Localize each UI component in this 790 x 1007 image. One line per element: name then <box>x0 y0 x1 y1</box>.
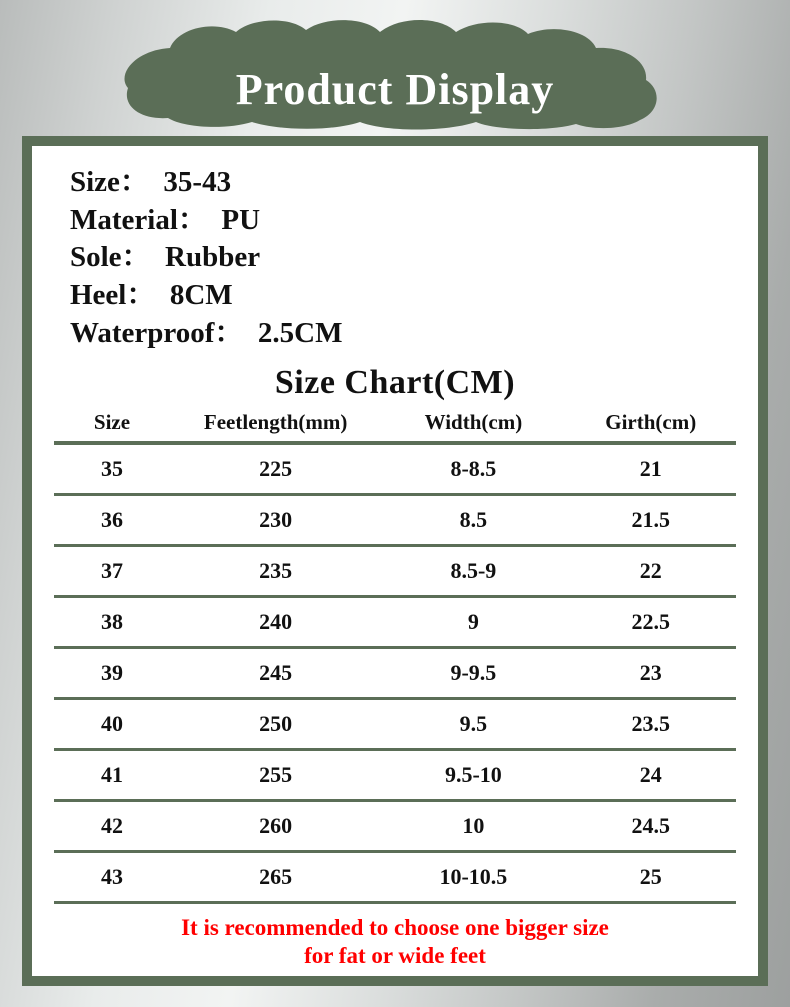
recommendation-note-line1: It is recommended to choose one bigger size <box>181 915 609 941</box>
cell-width: 10 <box>381 801 565 852</box>
spec-row-heel: Heel： 8CM <box>70 279 233 312</box>
cell-width: 8.5 <box>381 495 565 546</box>
cell-feetlength: 235 <box>170 546 381 597</box>
cell-width: 9-9.5 <box>381 648 565 699</box>
column-header-width: Width(cm) <box>424 410 523 435</box>
cell-feetlength: 225 <box>170 443 381 495</box>
table-row <box>54 597 736 648</box>
cell-girth: 21.5 <box>565 495 736 546</box>
spec-row-waterproof: Waterproof： 2.5CM <box>70 316 343 349</box>
cell-width: 9 <box>381 597 565 648</box>
cell-size: 39 <box>54 648 170 699</box>
cell-girth: 24 <box>565 750 736 801</box>
cell-size: 42 <box>54 801 170 852</box>
cell-feetlength: 245 <box>170 648 381 699</box>
column-header-girth: Girth(cm) <box>605 410 697 435</box>
cell-feetlength: 260 <box>170 801 381 852</box>
table-row <box>54 852 736 903</box>
cell-size: 41 <box>54 750 170 801</box>
table-row <box>54 648 736 699</box>
cell-girth: 22 <box>565 546 736 597</box>
cell-width: 9.5 <box>381 699 565 750</box>
cell-feetlength: 240 <box>170 597 381 648</box>
recommendation-note <box>32 914 758 970</box>
recommendation-note-line2: for fat or wide feet <box>304 943 486 969</box>
cell-size: 40 <box>54 699 170 750</box>
column-header-feetlength: Feetlength(mm) <box>203 410 348 435</box>
cell-girth: 23 <box>565 648 736 699</box>
spec-row-sole: Sole： Rubber <box>70 241 261 274</box>
spec-row-material: Material： PU <box>70 203 261 236</box>
cell-size: 43 <box>54 852 170 903</box>
table-row <box>54 750 736 801</box>
spec-row-size: Size： 35-43 <box>70 166 232 198</box>
cell-girth: 22.5 <box>565 597 736 648</box>
cell-size: 37 <box>54 546 170 597</box>
table-header-row <box>54 408 736 443</box>
cell-feetlength: 230 <box>170 495 381 546</box>
cell-size: 35 <box>54 443 170 495</box>
cell-width: 8.5-9 <box>381 546 565 597</box>
cell-girth: 24.5 <box>565 801 736 852</box>
info-card <box>22 136 768 986</box>
cell-feetlength: 255 <box>170 750 381 801</box>
cell-girth: 21 <box>565 443 736 495</box>
size-chart-title: Size Chart(CM) <box>274 364 516 402</box>
cell-width: 9.5-10 <box>381 750 565 801</box>
size-chart-table <box>54 408 736 904</box>
cell-girth: 23.5 <box>565 699 736 750</box>
column-header-size: Size <box>93 410 131 435</box>
cell-width: 10-10.5 <box>381 852 565 903</box>
banner <box>0 20 790 130</box>
table-row <box>54 443 736 495</box>
table-row <box>54 546 736 597</box>
cell-feetlength: 250 <box>170 699 381 750</box>
cell-size: 36 <box>54 495 170 546</box>
page-title: Product Display <box>235 65 555 114</box>
cell-width: 8-8.5 <box>381 443 565 495</box>
table-row <box>54 801 736 852</box>
spec-list <box>70 164 758 352</box>
cell-size: 38 <box>54 597 170 648</box>
cell-girth: 25 <box>565 852 736 903</box>
cell-feetlength: 265 <box>170 852 381 903</box>
table-row <box>54 495 736 546</box>
table-row <box>54 699 736 750</box>
